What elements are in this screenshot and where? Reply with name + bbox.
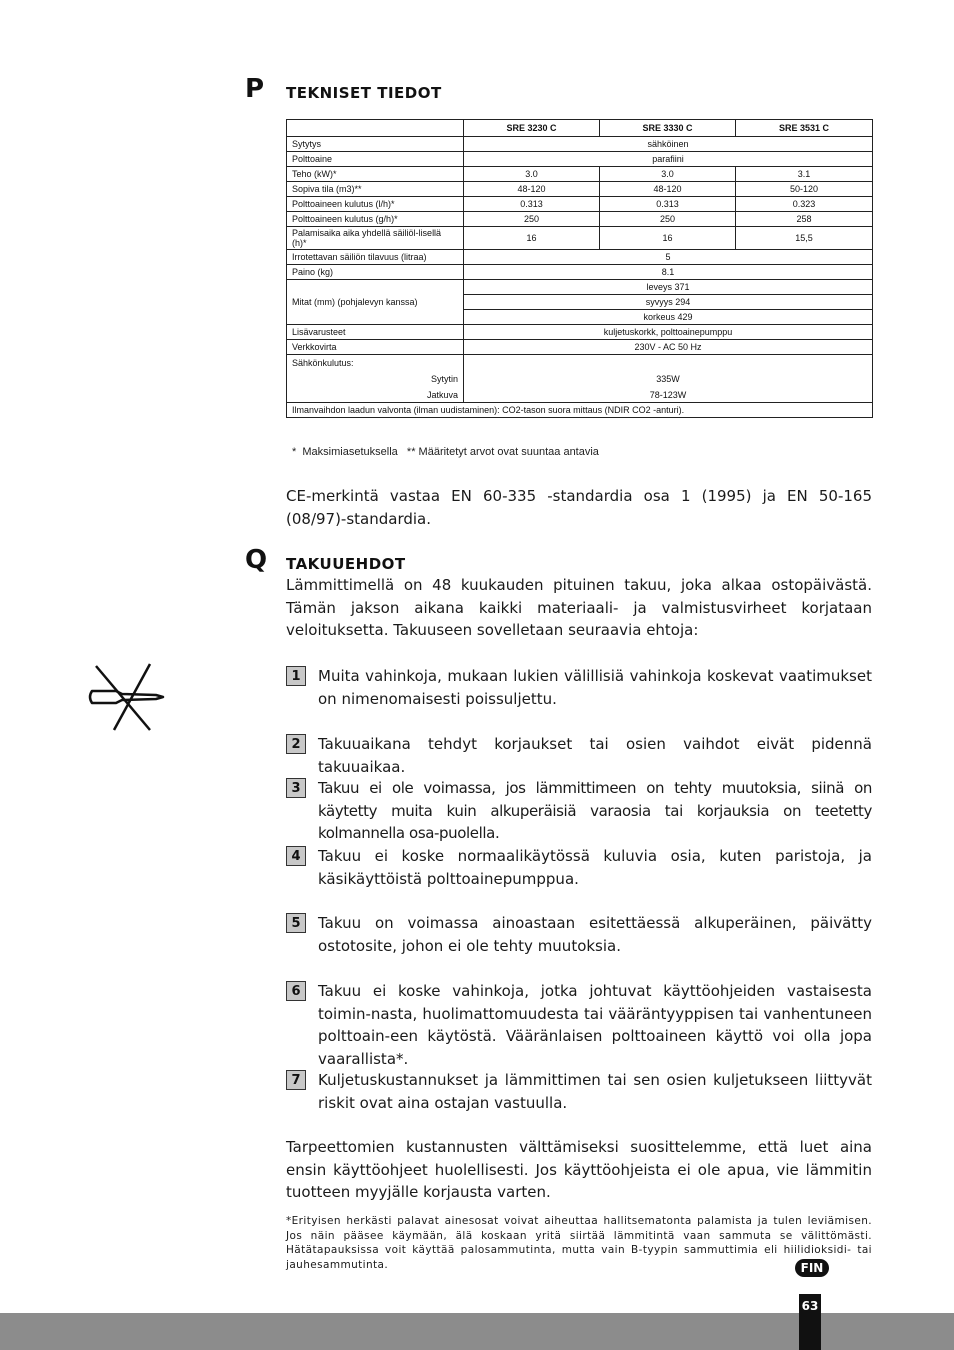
table-row [287, 265, 873, 280]
table-row [287, 355, 873, 403]
table-header-row [287, 120, 873, 137]
closing-paragraph: Tarpeettomien kustannusten välttämiseksi suosittelemme, että luet aina ensin käyttöohjeet huolellisesti. Jos käyttöohjeista ei ole apua, vie lämmitin tuotteen myyjälle korjausta varten. [286, 1138, 872, 1201]
row-label: Teho (kW)* [287, 167, 464, 182]
spec-table [286, 119, 873, 418]
cell-value: syvyys 294 [464, 295, 873, 310]
cell-value: 3.0 [464, 167, 600, 182]
section-title-specs: TEKNISET TIEDOT [286, 84, 442, 102]
row-label: Irrotettavan säiliön tilavuus (litraa) [287, 250, 464, 265]
cell-value: 3.0 [600, 167, 736, 182]
cell-value: 3.1 [736, 167, 873, 182]
item-number: 7 [286, 1070, 306, 1090]
table-row [287, 212, 873, 227]
row-label: Verkkovirta [287, 340, 464, 355]
cell-value: 15,5 [736, 227, 873, 250]
item-number: 1 [286, 666, 306, 686]
table-row [287, 182, 873, 197]
row-label: Mitat (mm) (pohjalevyn kanssa) [287, 280, 464, 325]
consumption-label: Sähkönkulutus: [292, 358, 354, 368]
cell-value: parafiini [464, 152, 873, 167]
ignition-sublabel: Sytytin [430, 374, 458, 384]
cell-value: 258 [736, 212, 873, 227]
table-row [287, 403, 873, 418]
cell-value: 48-120 [464, 182, 600, 197]
cell-value: 5 [464, 250, 873, 265]
row-label: Palamisaika aika yhdellä säiliöl-lisellä (h)* [287, 227, 464, 250]
item-text: Muita vahinkoja, mukaan lukien välillisiä vahinkoja koskevat vaatimukset on nimenomaisesti poissuljettu. [318, 667, 872, 708]
cell-value: korkeus 429 [464, 310, 873, 325]
item-number: 2 [286, 734, 306, 754]
cell-value: 8.1 [464, 265, 873, 280]
footnote: *Erityisen herkästi palavat ainesosat voivat aiheuttaa hallitsematonta palamista ja tulen leviämisen. Jos näin pääsee käymään, älä koskaan yritä siirtää lämmitintä vaan sammuta se välittömästi. Hätätapauksissa voit käyttää palosammutinta, mutta vain B-tyypin sammuttimia eli hiilidioksidi- tai jauhesammutinta. [286, 1215, 872, 1271]
cell-value: leveys 371 [464, 280, 873, 295]
cell-value: 230V - AC 50 Hz [464, 340, 873, 355]
item-number: 4 [286, 846, 306, 866]
table-header-empty [287, 120, 464, 137]
cell-value: 0.313 [600, 197, 736, 212]
row-label: Paino (kg) [287, 265, 464, 280]
continuous-sublabel: Jatkuva [426, 390, 458, 400]
table-row [287, 227, 873, 250]
item-number: 3 [286, 778, 306, 798]
warranty-intro: Lämmittimellä on 48 kuukauden pituinen takuu, joka alkaa ostopäivästä. Tämän jakson aikana kaikki materiaali- ja valmistusvirheet korjataan veloituksetta. Takuuseen sovelletaan seuraavia ehtoja: [286, 576, 872, 639]
row-label: Polttoaineen kulutus (l/h)* [287, 197, 464, 212]
item-text: Takuu ei koske normaalikäytössä kuluvia osia, kuten paristoja, ja käsikäyttöistä polttoainepumppua. [318, 847, 872, 888]
cell-value: 16 [464, 227, 600, 250]
row-label: Sytytys [287, 137, 464, 152]
table-row [287, 152, 873, 167]
model-header: SRE 3230 C [464, 120, 600, 137]
section-letter-q: Q [245, 545, 268, 575]
item-text: Takuu on voimassa ainoastaan esitettäessä alkuperäinen, päivätty ostotosite, johon ei ole tehty muutoksia. [318, 914, 872, 955]
item-text: Kuljetuskustannukset ja lämmittimen tai sen osien kuljetukseen liittyvät riskit ovat aina ostajan vastuulla. [318, 1071, 872, 1112]
cell-value: 250 [464, 212, 600, 227]
table-row [287, 340, 873, 355]
cell-value: 250 [600, 212, 736, 227]
cell-value: 78-123W [649, 390, 687, 400]
table-row [287, 167, 873, 182]
row-label: Polttoaineen kulutus (g/h)* [287, 212, 464, 227]
row-label: Lisävarusteet [287, 325, 464, 340]
item-number: 6 [286, 981, 306, 1001]
cell-value: 335W [656, 374, 680, 384]
model-header: SRE 3330 C [600, 120, 736, 137]
cell-value: 16 [600, 227, 736, 250]
ventilation-row: Ilmanvaihdon laadun valvonta (ilman uudistaminen): CO2-tason suora mittaus (NDIR CO2 -anturi). [287, 403, 873, 418]
model-header: SRE 3531 C [736, 120, 873, 137]
table-row [287, 250, 873, 265]
language-badge: FIN [795, 1259, 829, 1277]
item-text: Takuu ei ole voimassa, jos lämmittimeen on tehty muutoksia, siinä on käytetty muita kuin alkuperäisiä varaosia tai korjauksia on teetetty kolmannella osa-puolella. [318, 779, 872, 842]
table-row [287, 137, 873, 152]
cell-value: kuljetuskorkk, polttoainepumppu [464, 325, 873, 340]
table-note: * Maksimiasetuksella ** Määritetyt arvot ovat suuntaa antavia [292, 446, 599, 458]
cell-value: 48-120 [600, 182, 736, 197]
item-text: Takuu ei koske vahinkoja, jotka johtuvat käyttöohjeiden vastaisesta toimin-nasta, huolimattomuudesta tai vääräntyyppisen tai vanhentuneen polttoain-een käytöstä. Vääränlaisen polttoaineen käyttö voi olla jopa vaarallista*. [318, 982, 872, 1068]
table-row [287, 325, 873, 340]
consumption-values [464, 355, 873, 403]
cell-value: 0.323 [736, 197, 873, 212]
item-number: 5 [286, 913, 306, 933]
row-label: Polttoaine [287, 152, 464, 167]
cell-value: sähköinen [464, 137, 873, 152]
cell-value: 50-120 [736, 182, 873, 197]
page-number: 63 [799, 1294, 821, 1350]
section-letter-p: P [245, 74, 265, 104]
cell-value: 0.313 [464, 197, 600, 212]
section-title-warranty: TAKUUEHDOT [286, 555, 406, 573]
table-row [287, 280, 873, 295]
table-row [287, 197, 873, 212]
ce-paragraph: CE-merkintä vastaa EN 60-335 -standardia osa 1 (1995) ja EN 50-165 (08/97)-standardia. [286, 487, 872, 528]
crossed-screwdriver-icon [86, 660, 166, 738]
row-label: Sopiva tila (m3)** [287, 182, 464, 197]
row-label-consumption [287, 355, 464, 403]
item-text: Takuuaikana tehdyt korjaukset tai osien vaihdot eivät pidennä takuuaikaa. [318, 735, 872, 776]
